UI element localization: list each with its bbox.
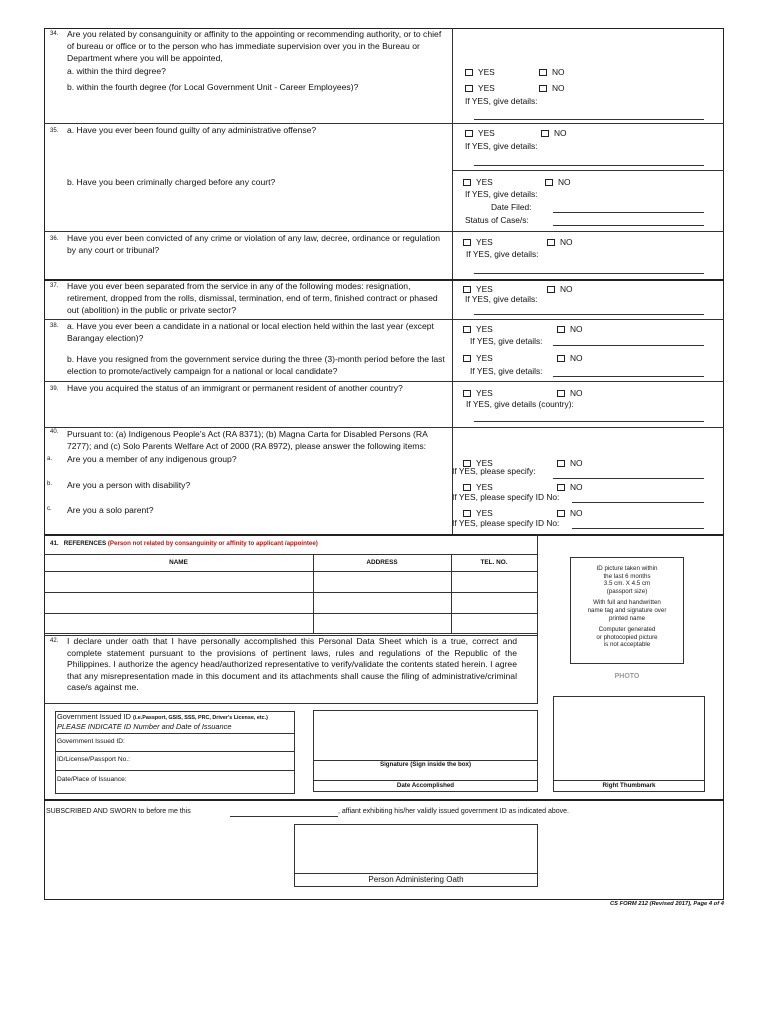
answer-column-divider	[452, 28, 453, 534]
divider	[44, 633, 537, 634]
references-col-tel: TEL. NO.	[480, 559, 508, 566]
divider	[313, 780, 538, 781]
q36-details-label: If YES, give details:	[466, 249, 539, 259]
q40a-no-checkbox[interactable]: NO	[557, 458, 583, 468]
thumbmark-caption: Right Thumbmark	[602, 782, 656, 789]
q35b-date-filed-label: Date Filed:	[491, 202, 532, 212]
declaration-text: I declare under oath that I have personally accomplished this Personal Data Sheet which is a true, correct and complete statement pursuant to the provisions of pertinent laws, rules and regulations of the Republic of the Philippines. I authorize the agency head/authorized representative to verify/validate the contents stated herein. I agree that any misrepresentation made in this document and its attachments shall cause the filing of administrative/criminal case/s against me.	[67, 636, 517, 693]
q35a-no-checkbox[interactable]: NO	[541, 128, 567, 138]
q36-details-field[interactable]	[474, 273, 704, 274]
q35b-date-filed-field[interactable]	[553, 212, 704, 213]
oath-date-field[interactable]	[230, 816, 338, 817]
q40a-details-field[interactable]	[553, 478, 704, 479]
q40b-no-checkbox[interactable]: NO	[557, 482, 583, 492]
q35a-details-label: If YES, give details:	[465, 141, 538, 151]
divider	[44, 554, 537, 555]
q34a-yes-checkbox[interactable]: YES	[465, 67, 495, 77]
references-col-name: NAME	[169, 559, 188, 566]
divider	[44, 613, 537, 614]
q39-yes-checkbox[interactable]: YES	[463, 388, 493, 398]
divider	[44, 534, 724, 536]
q40c-details-label: If YES, please specify ID No:	[452, 518, 560, 528]
q34b-yes-checkbox[interactable]: YES	[465, 83, 495, 93]
q34a-no-checkbox[interactable]: NO	[539, 67, 565, 77]
q39-details-label: If YES, give details (country):	[466, 399, 574, 409]
reference-3-address-field[interactable]	[315, 615, 449, 632]
reference-2-name-field[interactable]	[46, 594, 311, 611]
q35a-yes-checkbox[interactable]: YES	[465, 128, 495, 138]
q38a-yes-checkbox[interactable]: YES	[463, 324, 493, 334]
q38a-details-label: If YES, give details:	[470, 336, 543, 346]
declaration-number: 42.	[50, 638, 59, 644]
q40-c: Are you a solo parent?	[67, 505, 154, 515]
q40a-yes-checkbox[interactable]: YES	[463, 458, 493, 468]
q37-question: Have you ever been separated from the service in any of the following modes: resignation, retirement, dropped from the rolls, dismissal, termination, end of term, finished contract or phased out (abolition) in the public or private sector?	[67, 281, 438, 316]
q39-no-checkbox[interactable]: NO	[557, 388, 583, 398]
references-col-address: ADDRESS	[366, 559, 398, 566]
q34-details-label: If YES, give details:	[465, 96, 538, 106]
q37-number: 37.	[50, 283, 59, 289]
date-accomplished-caption: Date Accomplished	[396, 782, 455, 789]
q38b-details-field[interactable]	[553, 376, 704, 377]
q38b-yes-checkbox[interactable]: YES	[463, 353, 493, 363]
q40-c-letter: c.	[47, 506, 52, 512]
divider	[44, 799, 724, 801]
q38-number: 38.	[50, 323, 59, 329]
reference-1-tel-field[interactable]	[453, 573, 535, 590]
q35b-details-label: If YES, give details:	[465, 189, 538, 199]
reference-2-tel-field[interactable]	[453, 594, 535, 611]
q37-details-field[interactable]	[474, 314, 704, 315]
q39-question: Have you acquired the status of an immigrant or permanent resident of another country?	[67, 383, 403, 393]
divider	[452, 170, 724, 171]
thumbmark-box[interactable]	[553, 696, 705, 792]
q35-number: 35.	[50, 128, 59, 134]
gov-id-type-label: Government Issued ID:	[57, 738, 125, 745]
q40a-details-label: If YES, please specify:	[452, 466, 536, 476]
divider	[44, 592, 537, 593]
q34-question: Are you related by consanguinity or affinity to the appointing or recommending authority, or to chief of bureau or office or to the person who has immediate supervision over you in the Bureau or Department where you will be appointed,	[67, 29, 442, 64]
photo-caption: PHOTO	[614, 673, 640, 680]
q39-number: 39.	[50, 386, 59, 392]
q38a-details-field[interactable]	[553, 345, 704, 346]
divider	[44, 571, 537, 572]
gov-id-date-label: Date/Place of Issuance:	[57, 776, 127, 783]
q35-a: a. Have you ever been found guilty of any administrative offense?	[67, 125, 317, 135]
divider	[55, 770, 295, 771]
q40b-yes-checkbox[interactable]: YES	[463, 482, 493, 492]
divider	[537, 534, 538, 704]
q35a-details-field[interactable]	[474, 165, 704, 166]
q38b-no-checkbox[interactable]: NO	[557, 353, 583, 363]
gov-id-number-label: ID/License/Passport No.:	[57, 756, 130, 763]
q35b-status-field[interactable]	[553, 225, 704, 226]
q40c-yes-checkbox[interactable]: YES	[463, 508, 493, 518]
divider	[44, 703, 537, 704]
photo-instructions: ID picture taken within the last 6 months 3.5 cm. X 4.5 cm (passport size) With full and handwritten name tag and signature over printed name Computer generated or photocopied picture is not acceptable	[587, 565, 667, 649]
form-footer: CS FORM 212 (Revised 2017), Page 4 of 4	[609, 901, 724, 907]
reference-3-tel-field[interactable]	[453, 615, 535, 632]
q34-b: b. within the fourth degree (for Local Government Unit - Career Employees)?	[67, 82, 359, 92]
oath-prefix: SUBSCRIBED AND SWORN to before me this	[46, 808, 191, 815]
divider	[55, 733, 295, 734]
divider	[553, 780, 705, 781]
q34-number: 34.	[50, 31, 59, 37]
q36-question: Have you ever been convicted of any crime or violation of any law, decree, ordinance or regulation by any court or tribunal?	[67, 233, 441, 256]
q40-intro: Pursuant to: (a) Indigenous People's Act (RA 8371); (b) Magna Carta for Disabled Persons (RA 7277); and (c) Solo Parents Welfare Act of 2000 (RA 8972), please answer the following items:	[67, 429, 428, 452]
q40-a: Are you a member of any indigenous group?	[67, 454, 237, 464]
reference-2-address-field[interactable]	[315, 594, 449, 611]
divider	[55, 751, 295, 752]
q40-b-letter: b.	[47, 481, 53, 487]
q40b-details-label: If YES, please specify ID No:	[452, 492, 560, 502]
q38b-details-label: If YES, give details:	[470, 366, 543, 376]
q40-a-letter: a.	[47, 456, 53, 462]
q40c-no-checkbox[interactable]: NO	[557, 508, 583, 518]
q34b-no-checkbox[interactable]: NO	[539, 83, 565, 93]
q35b-no-checkbox[interactable]: NO	[545, 177, 571, 187]
divider	[294, 873, 538, 874]
q35b-yes-checkbox[interactable]: YES	[463, 177, 493, 187]
q40c-details-field[interactable]	[572, 528, 704, 529]
reference-3-name-field[interactable]	[46, 615, 311, 632]
q40-number: 40.	[50, 429, 59, 435]
q40b-details-field[interactable]	[572, 502, 704, 503]
q40-b: Are you a person with disability?	[67, 480, 191, 490]
q34-details-field[interactable]	[474, 119, 704, 120]
gov-id-title: Government Issued ID (i.e.Passport, GSIS, SSS, PRC, Driver's License, etc.)	[57, 712, 268, 721]
gov-id-instruction: PLEASE INDICATE ID Number and Date of Issuance	[57, 722, 232, 731]
q36-yes-checkbox[interactable]: YES	[463, 237, 493, 247]
oath-box-caption: Person Administering Oath	[368, 875, 464, 884]
q35b-status-label: Status of Case/s:	[465, 215, 529, 225]
q36-no-checkbox[interactable]: NO	[547, 237, 573, 247]
reference-1-address-field[interactable]	[315, 573, 449, 590]
q39-details-field[interactable]	[474, 421, 704, 422]
q34-a: a. within the third degree?	[67, 66, 166, 76]
signature-caption: Signature (Sign inside the box)	[379, 761, 472, 768]
q38a-no-checkbox[interactable]: NO	[557, 324, 583, 334]
q37-no-checkbox[interactable]: NO	[547, 284, 573, 294]
q37-details-label: If YES, give details:	[465, 294, 538, 304]
references-heading: 41. REFERENCES (Person not related by consanguinity or affinity to applicant /appointee)	[50, 540, 318, 547]
oath-suffix: , affiant exhibiting his/her validly issued government ID as indicated above.	[338, 808, 570, 815]
reference-1-name-field[interactable]	[46, 573, 311, 590]
q36-number: 36.	[50, 236, 59, 242]
q35-b: b. Have you been criminally charged before any court?	[67, 177, 276, 187]
q37-yes-checkbox[interactable]: YES	[463, 284, 493, 294]
q38-b: b. Have you resigned from the government service during the three (3)-month period before the last election to promote/actively campaign for a national or local candidate?	[67, 354, 445, 377]
q38-a: a. Have you ever been a candidate in a national or local election held within the last year (except Barangay election)?	[67, 321, 434, 344]
